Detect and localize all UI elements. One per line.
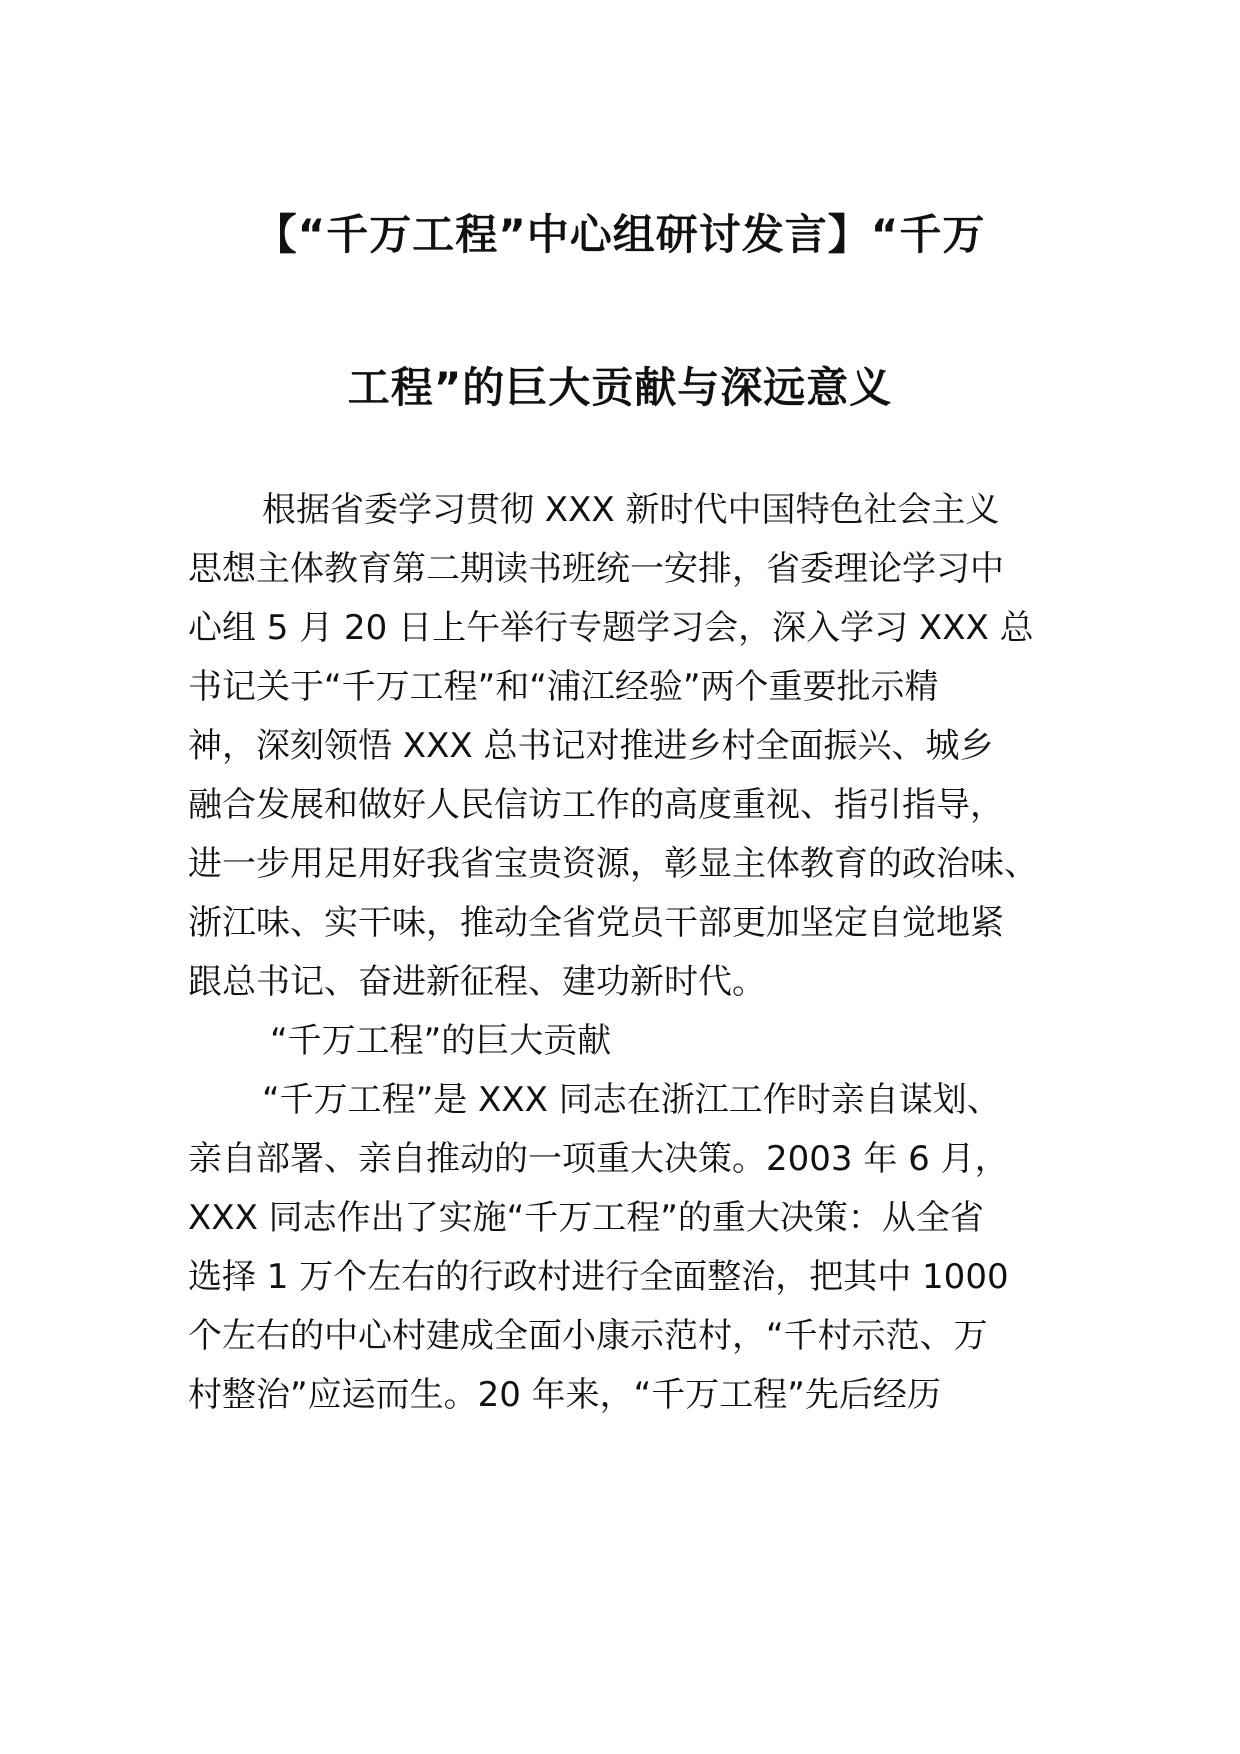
paragraph-1-line-4: 书记关于“千万工程”和“浦江经验”两个重要批示精 — [188, 667, 939, 707]
paragraph-1-line-6: 融合发展和做好人民信访工作的高度重视、指引指导， — [188, 785, 1004, 825]
paragraph-1-line-2: 思想主体教育第二期读书班统一安排，省委理论学习中 — [188, 549, 1004, 589]
paragraph-2-line-2: 亲自部署、亲自推动的一项重大决策。2003 年 6 月， — [188, 1139, 1009, 1179]
paragraph-2-line-5: 个左右的中心村建成全面小康示范村，“千村示范、万 — [188, 1316, 988, 1356]
paragraph-2-line-3: XXX 同志作出了实施“千万工程”的重大决策：从全省 — [188, 1198, 984, 1238]
document-title-line-2: 工程”的巨大贡献与深远意义 — [347, 363, 893, 412]
paragraph-1-line-3: 心组 5 月 20 日上午举行专题学习会，深入学习 XXX 总 — [188, 608, 1034, 648]
paragraph-1-line-1: 根据省委学习贯彻 XXX 新时代中国特色社会主义 — [262, 490, 1000, 530]
paragraph-1-line-5: 神，深刻领悟 XXX 总书记对推进乡村全面振兴、城乡 — [188, 726, 994, 766]
paragraph-2-line-4: 选择 1 万个左右的行政村进行全面整治，把其中 1000 — [188, 1257, 1009, 1297]
document-title-line-1: 【“千万工程”中心组研讨发言】“千万 — [254, 210, 986, 259]
section-heading: “千万工程”的巨大贡献 — [270, 1021, 612, 1061]
paragraph-2-line-6: 村整治”应运而生。20 年来，“千万工程”先后经历 — [188, 1375, 941, 1415]
paragraph-2-line-1: “千万工程”是 XXX 同志在浙江工作时亲自谋划、 — [262, 1080, 1001, 1120]
paragraph-1-line-7: 进一步用足用好我省宝贵资源，彰显主体教育的政治味、 — [188, 844, 1038, 884]
paragraph-1-line-8: 浙江味、实干味，推动全省党员干部更加坚定自觉地紧 — [188, 903, 1004, 943]
paragraph-1-line-9: 跟总书记、奋进新征程、建功新时代。 — [188, 962, 766, 1002]
